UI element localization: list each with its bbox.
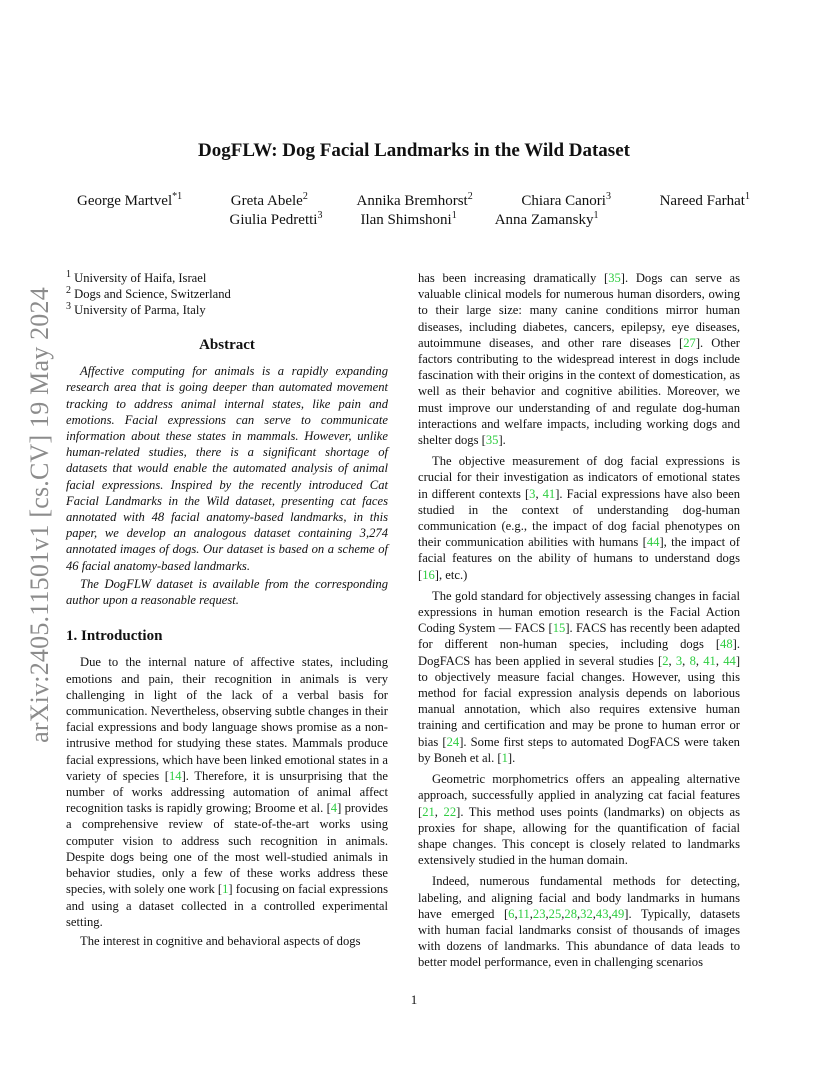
- author-name-text: Greta Abele: [230, 193, 303, 209]
- page-number: 1: [410, 992, 418, 1007]
- author-affiliation-mark: 3: [605, 191, 611, 202]
- author-name-text: Nareed Farhat: [659, 193, 745, 209]
- author-name: [360, 211, 456, 230]
- author-name: [230, 211, 323, 230]
- author-affiliation-mark: 1: [451, 210, 457, 221]
- author-affiliation-mark: 3: [317, 210, 323, 221]
- affiliation-mark: 1: [66, 268, 71, 280]
- citation-link[interactable]: 1: [501, 750, 508, 765]
- citation-link[interactable]: 28: [564, 906, 577, 921]
- author-affiliation-mark: 1: [593, 210, 599, 221]
- author-affiliation-mark: 2: [302, 191, 308, 202]
- arxiv-stamp-text: arXiv:2405.11501v1 [cs.CV] 19 May 2024: [25, 287, 54, 743]
- citation-link[interactable]: 44: [646, 535, 660, 550]
- citation-link[interactable]: 48: [720, 637, 733, 652]
- author-affiliation-mark: 1: [744, 191, 750, 202]
- author-name-text: Annika Bremhorst: [356, 193, 468, 209]
- author-affiliation-mark: 2: [467, 191, 473, 202]
- author-name-text: Ilan Shimshoni: [360, 212, 452, 228]
- author-name: [231, 192, 308, 211]
- affiliation-item: [66, 286, 388, 302]
- affiliation-text: University of Haifa, Israel: [71, 271, 207, 285]
- affiliation-item: [66, 270, 388, 286]
- citation-link[interactable]: 4: [330, 801, 338, 816]
- author-list: [60, 192, 768, 230]
- affiliation-item: [66, 302, 388, 318]
- citation-link[interactable]: 1: [222, 882, 229, 897]
- citation-link[interactable]: 3: [529, 486, 536, 501]
- citation-link[interactable]: 16: [422, 567, 435, 582]
- citation-link[interactable]: 23: [532, 906, 546, 921]
- citation-link[interactable]: 8: [689, 653, 696, 668]
- citation-link[interactable]: 41: [542, 486, 556, 501]
- affiliation-text: University of Parma, Italy: [71, 303, 206, 317]
- citation-link[interactable]: 22: [443, 804, 457, 819]
- citation-link[interactable]: 32: [580, 906, 593, 921]
- citation-link[interactable]: 14: [168, 768, 182, 783]
- citation-link[interactable]: 3: [675, 653, 683, 668]
- author-name-text: Chiara Canori: [521, 193, 606, 209]
- body-paragraph: The gold standard for objectively assessing changes in facial expressions in human emotion research is the Facial Action Coding System — FACS [15]. FACS has recently been adapted for different non-human species, including dogs [48]. DogFACS has been applied in several studies [2, 3, 8, 41, 44] to objectively measure facial changes. However, using this method for facial expression analysis depends on laborious manual annotation, which also requires extensive human training and certification and may be prone to human error or bias [24]. Some first steps to automated DogFACS were taken by Boneh et al. [1].: [418, 588, 741, 765]
- abstract-paragraph: Affective computing for animals is a rapidly expanding research area that is going deeper than automated movement tracking to address animal internal states, like pain and emotions. Facial expressions can serve to communicate information about these states in mammals. However, unlike human-related studies, there is a significant shortage of datasets that would enable the automated analysis of animal facial expressions. Inspired by the recently introduced Cat Facial Landmarks in the Wild dataset, presenting cat faces annotated with 48 facial anatomy-based landmarks, in this paper, we develop an analogous dataset containing 3,274 annotated images of dogs. Our dataset is based on a scheme of 46 facial anatomy-based landmarks.: [66, 364, 388, 573]
- abstract-heading: Abstract: [199, 337, 255, 353]
- section-heading-introduction: 1. Introduction: [66, 628, 163, 645]
- author-name: [660, 192, 750, 211]
- citation-link[interactable]: 35: [608, 271, 621, 285]
- citation-link[interactable]: 25: [548, 906, 562, 921]
- citation-link[interactable]: 41: [703, 653, 716, 668]
- author-row-1: [60, 192, 768, 211]
- author-name: [521, 192, 611, 211]
- citation-link[interactable]: 43: [595, 906, 609, 921]
- affiliation-list: [66, 270, 388, 318]
- paper-title: DogFLW: Dog Facial Landmarks in the Wild Dataset: [198, 140, 630, 161]
- body-paragraph: has been increasing dramatically [35]. Dogs can serve as valuable clinical models for numerous human disorders, owing to their large size: many canine conditions mirror human diseases, including diabetes, cancers, epilepsy, eye diseases, autoimmune diseases, and other rare diseases [27]. Other factors contributing to the widespread interest in dogs include fascination with their origins in the context of domestication, as well as their behavior and cognitive abilities. Moreover, we must improve our understanding of and regulate dog-human interactions and welfare impacts, including working dogs and shelter dogs [35].: [418, 271, 740, 448]
- body-paragraph: The interest in cognitive and behavioral aspects of dogs: [80, 933, 361, 948]
- body-paragraph: Indeed, numerous fundamental methods for detecting, labeling, and aligning facial and body landmarks in humans have emerged [6,11,23,25,28,32,43,49]. Typically, datasets with human facial landmarks consist of thousands of images with dozens of landmarks. This abundance of data leads to better model performance, even in challenging scenarios: [418, 874, 741, 970]
- affiliation-mark: 2: [66, 284, 71, 296]
- author-affiliation-mark: *1: [172, 191, 183, 202]
- abstract-section: [66, 337, 388, 608]
- citation-link[interactable]: 15: [552, 621, 566, 636]
- citation-link[interactable]: 21: [422, 804, 435, 819]
- author-row-2: [60, 211, 768, 230]
- affiliation-text: Dogs and Science, Switzerland: [71, 287, 231, 301]
- citation-link[interactable]: 49: [611, 906, 625, 921]
- author-name: [495, 211, 599, 230]
- citation-link[interactable]: 24: [446, 734, 460, 749]
- body-paragraph: Due to the internal nature of affective states, including emotions and pain, their recognition in animals is very challenging in light of the lack of a verbal basis for communication. Nevertheless, observing subtle changes in their facial expressions and body language shows promise as a non-intrusive method for studying these states. Mammals produce facial expressions, which have been linked emotional states in a variety of species [14]. Therefore, it is unsurprising that the number of works addressing automation of animal affect recognition tasks is rapidly growing; Broome et al. [4] provides a comprehensive review of state-of-the-art works using computer vision to address such recognition in animals. Despite dogs being one of the most well-studied animals in behavior studies, only a few of these works address these species, with solely one work [1] focusing on facial expressions and using a dataset collected in a controlled experimental setting.: [66, 655, 388, 929]
- author-name: [356, 192, 472, 211]
- citation-link[interactable]: 2: [662, 653, 669, 668]
- author-name-text: Giulia Pedretti: [229, 212, 318, 228]
- citation-link[interactable]: 27: [683, 335, 696, 350]
- author-name: [77, 192, 182, 211]
- body-paragraph: The objective measurement of dog facial expressions is crucial for their investigation as indicators of emotional states in different contexts [3, 41]. Facial expressions have also been studied in the context of understanding dog-human communication (e.g., the impact of dog facial phenotypes on their communication abilities with humans [44], the impact of facial features on the ability of humans to understand dogs [16], etc.): [418, 454, 741, 582]
- author-name-text: Anna Zamansky: [494, 212, 594, 228]
- citation-link[interactable]: 11: [517, 906, 530, 921]
- author-name-text: George Martvel: [77, 193, 173, 209]
- arxiv-stamp: [22, 272, 58, 758]
- body-paragraph: Geometric morphometrics offers an appealing alternative approach, successfully applied in analyzing cat facial features [21, 22]. This method uses points (landmarks) on objects as proxies for shape, allowing for the quantification of facial shape changes. This concept is closely related to landmarks extensively studied in the human domain.: [418, 772, 741, 868]
- citation-link[interactable]: 44: [723, 653, 736, 668]
- abstract-paragraph: The DogFLW dataset is available from the corresponding author upon a reasonable request.: [66, 576, 388, 608]
- citation-link[interactable]: 6: [508, 906, 515, 921]
- citation-link[interactable]: 35: [485, 433, 499, 448]
- left-column: [66, 270, 388, 949]
- affiliation-mark: 3: [66, 300, 71, 312]
- right-column: [418, 270, 740, 971]
